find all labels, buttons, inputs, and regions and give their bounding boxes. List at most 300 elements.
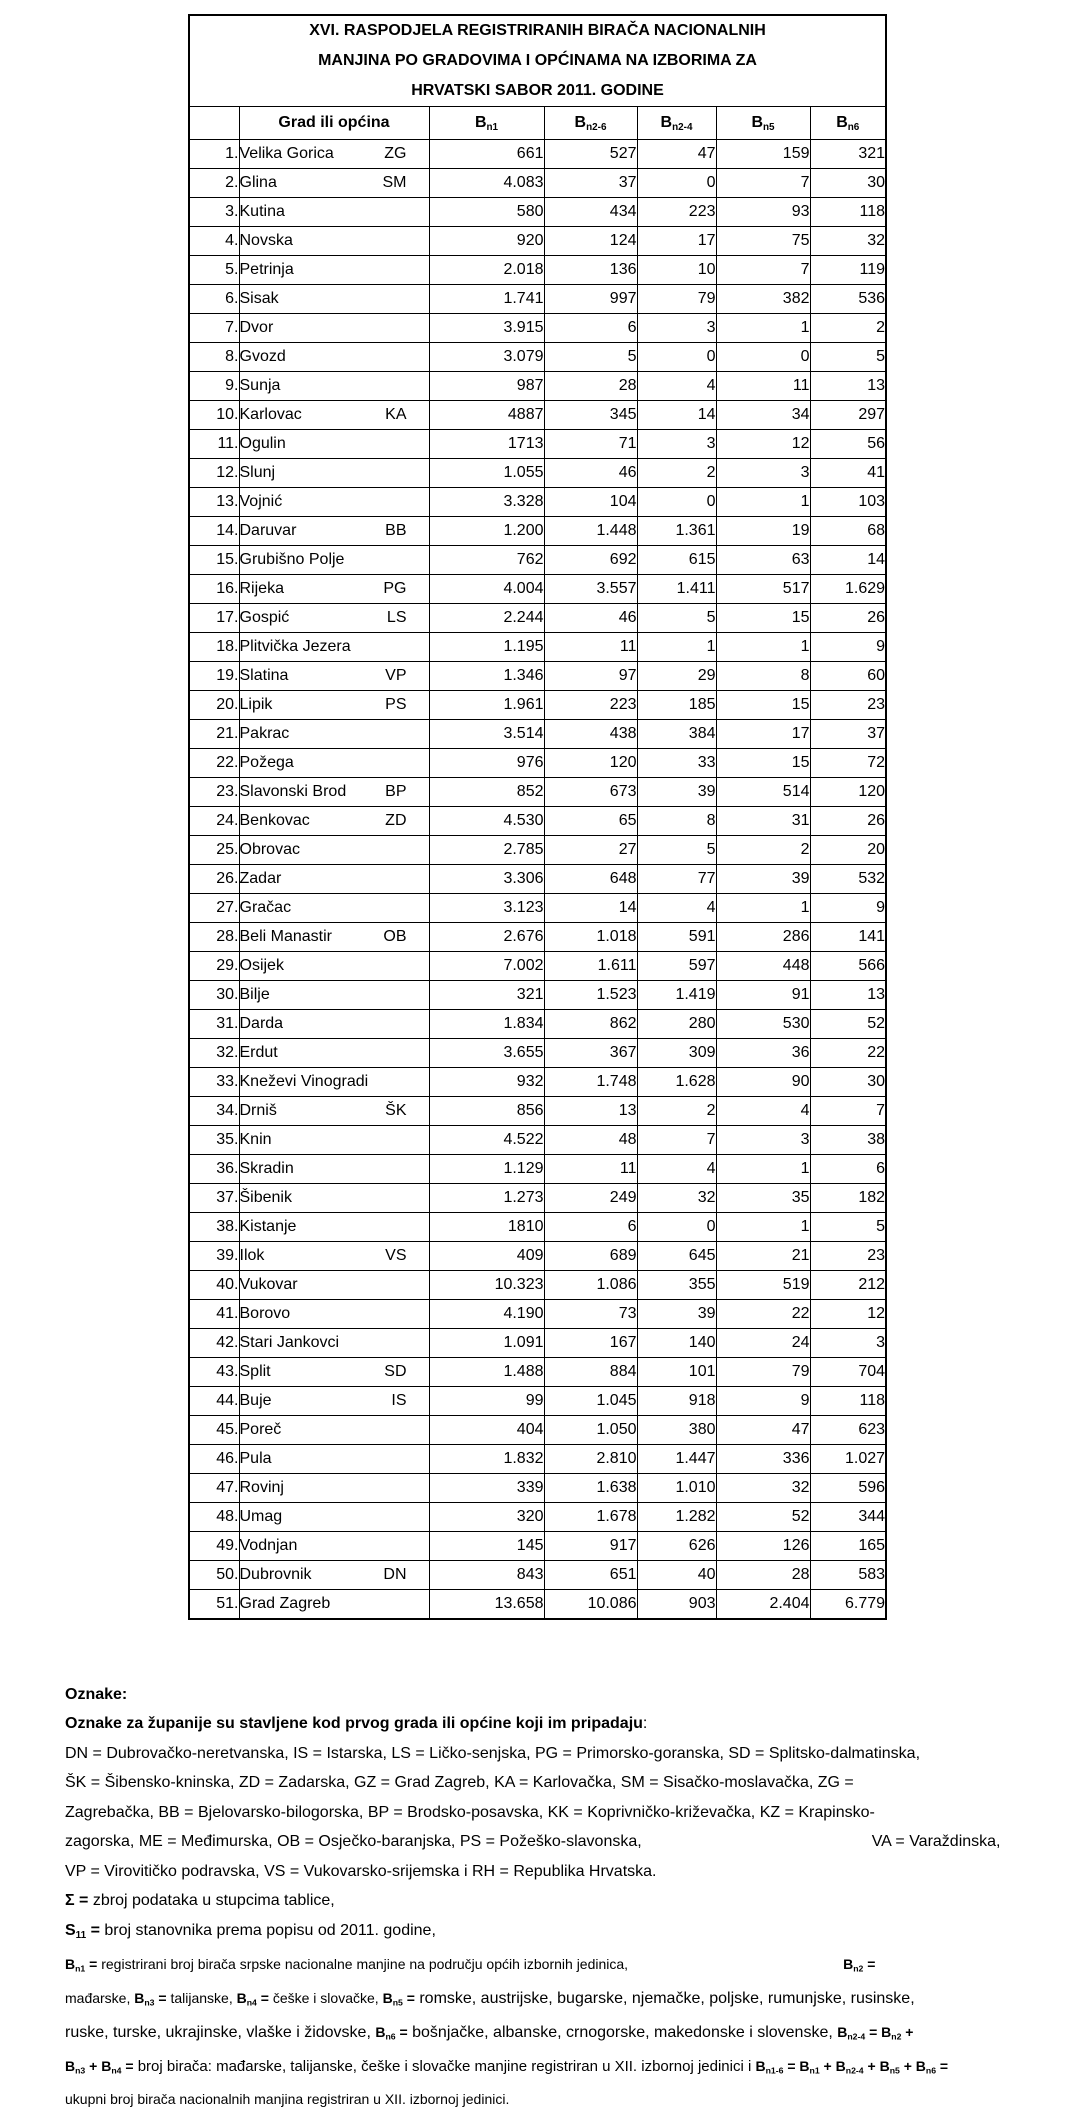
value-cell: 37: [544, 169, 637, 198]
city-cell: [239, 1300, 429, 1329]
value-cell: 60: [810, 662, 886, 691]
value-cell: 580: [429, 198, 544, 227]
value-cell: 1810: [429, 1213, 544, 1242]
row-number-cell: 45.: [189, 1416, 239, 1445]
value-cell: 1.050: [544, 1416, 637, 1445]
city-cell: [239, 430, 429, 459]
county-code: SD: [384, 1363, 407, 1380]
city-name: Kutina: [239, 203, 285, 220]
value-cell: 903: [637, 1590, 716, 1619]
value-cell: 3.557: [544, 575, 637, 604]
text-segment: 11: [75, 1929, 87, 1941]
text-segment: =: [154, 1989, 167, 2006]
footnote-line: [65, 2085, 1030, 2115]
row-number-cell: 22.: [189, 749, 239, 778]
value-cell: 103: [810, 488, 886, 517]
value-cell: 918: [637, 1387, 716, 1416]
row-number-cell: 6.: [189, 285, 239, 314]
text-segment: n4: [111, 2064, 122, 2075]
value-cell: 704: [810, 1358, 886, 1387]
value-cell: 1.129: [429, 1155, 544, 1184]
value-cell: 2.676: [429, 923, 544, 952]
value-cell: 136: [544, 256, 637, 285]
text-segment: Zagrebačka, BB = Bjelovarsko-bilogorska, BP = Brodsko-posavska, KK = Koprivničko-križevačka, KZ = Krapinsko-: [65, 1803, 875, 1821]
city-name: Plitvička Jezera: [239, 638, 351, 655]
value-cell: 63: [716, 546, 810, 575]
value-cell: 20: [810, 836, 886, 865]
city-name: Slavonski Brod: [239, 783, 347, 800]
value-cell: 101: [637, 1358, 716, 1387]
row-number-cell: 11.: [189, 430, 239, 459]
county-code: ŠK: [385, 1102, 407, 1119]
value-cell: 1.419: [637, 981, 716, 1010]
row-number-cell: 40.: [189, 1271, 239, 1300]
table-row: [189, 807, 886, 836]
value-cell: 4887: [429, 401, 544, 430]
value-cell: 1: [716, 1155, 810, 1184]
value-cell: 30: [810, 1068, 886, 1097]
value-cell: 1.832: [429, 1445, 544, 1474]
table-row: [189, 198, 886, 227]
city-cell: [239, 314, 429, 343]
value-cell: 1.488: [429, 1358, 544, 1387]
text-segment: talijanske,: [166, 1989, 237, 2006]
value-cell: 15: [716, 604, 810, 633]
value-cell: 30: [810, 169, 886, 198]
footnote-line: [65, 1950, 1030, 1984]
value-cell: 124: [544, 227, 637, 256]
city-name: Dvor: [239, 319, 274, 336]
footnote-line: [65, 1984, 1030, 2018]
county-code: ZG: [384, 145, 407, 162]
footnote-line: [65, 1886, 1030, 1916]
row-number-cell: 43.: [189, 1358, 239, 1387]
value-cell: 28: [544, 372, 637, 401]
value-cell: 38: [810, 1126, 886, 1155]
value-cell: 7: [716, 256, 810, 285]
text-segment: =: [86, 1921, 100, 1939]
value-cell: 15: [716, 691, 810, 720]
value-cell: 0: [637, 488, 716, 517]
value-cell: 7.002: [429, 952, 544, 981]
value-cell: 65: [544, 807, 637, 836]
value-cell: 623: [810, 1416, 886, 1445]
county-code: SM: [382, 174, 407, 191]
value-cell: 1713: [429, 430, 544, 459]
text-segment: S: [65, 1921, 76, 1939]
value-cell: 596: [810, 1474, 886, 1503]
city-name: Slatina: [239, 667, 289, 684]
table-row: [189, 1387, 886, 1416]
value-cell: 661: [429, 140, 544, 169]
text-segment: =: [936, 2057, 949, 2074]
city-cell: [239, 488, 429, 517]
city-cell: [239, 1532, 429, 1561]
value-cell: 5: [544, 343, 637, 372]
city-cell: [239, 1271, 429, 1300]
city-name: Split: [239, 1363, 271, 1380]
table-row: [189, 865, 886, 894]
row-number-cell: 47.: [189, 1474, 239, 1503]
text-segment: B: [836, 113, 848, 131]
value-cell: 530: [716, 1010, 810, 1039]
value-cell: 212: [810, 1271, 886, 1300]
value-cell: 320: [429, 1503, 544, 1532]
county-code: DN: [383, 1566, 407, 1583]
value-cell: 8: [637, 807, 716, 836]
value-cell: 651: [544, 1561, 637, 1590]
table-row: [189, 1358, 886, 1387]
table-title-line1: XVI. RASPODJELA REGISTRIRANIH BIRAČA NACIONALNIH: [309, 22, 766, 39]
value-cell: 4: [637, 894, 716, 923]
table-row: [189, 1474, 886, 1503]
value-cell: 345: [544, 401, 637, 430]
text-segment: +: [85, 2057, 102, 2074]
row-number-cell: 33.: [189, 1068, 239, 1097]
value-cell: 97: [544, 662, 637, 691]
text-segment: n2-4: [845, 2064, 864, 2075]
value-cell: 71: [544, 430, 637, 459]
value-cell: 17: [716, 720, 810, 749]
value-cell: 41: [810, 459, 886, 488]
table-row: [189, 1416, 886, 1445]
text-segment: n2-4: [672, 121, 693, 133]
table-row: [189, 314, 886, 343]
row-number-cell: 8.: [189, 343, 239, 372]
value-cell: 13: [810, 372, 886, 401]
table-row: [189, 662, 886, 691]
value-cell: 1: [716, 314, 810, 343]
city-name: Glina: [239, 174, 277, 191]
value-cell: 1: [716, 488, 810, 517]
value-cell: 36: [716, 1039, 810, 1068]
footnote-line: [65, 1916, 1030, 1950]
footnote-line: [65, 1739, 1030, 1769]
text-segment: B: [134, 1989, 145, 2006]
text-segment: B: [751, 113, 763, 131]
value-cell: 120: [810, 778, 886, 807]
table-row: [189, 1010, 886, 1039]
value-cell: 12: [716, 430, 810, 459]
value-cell: 145: [429, 1532, 544, 1561]
city-name: Pakrac: [239, 725, 290, 742]
city-cell: [239, 459, 429, 488]
value-cell: 409: [429, 1242, 544, 1271]
value-cell: 6: [810, 1155, 886, 1184]
city-cell: [239, 401, 429, 430]
city-name: Rovinj: [239, 1479, 284, 1496]
city-cell: [239, 1242, 429, 1271]
city-cell: [239, 140, 429, 169]
table-row: [189, 720, 886, 749]
city-name: Karlovac: [239, 406, 302, 423]
value-cell: 1.027: [810, 1445, 886, 1474]
text-segment: n2: [853, 1963, 864, 1974]
title-row: [189, 15, 886, 107]
footnote-line: [65, 1857, 1030, 1887]
value-cell: 1.195: [429, 633, 544, 662]
value-cell: 884: [544, 1358, 637, 1387]
county-code: BB: [385, 522, 407, 539]
value-cell: 32: [716, 1474, 810, 1503]
value-cell: 2.018: [429, 256, 544, 285]
value-cell: 309: [637, 1039, 716, 1068]
text-segment: n1-6: [765, 2064, 784, 2075]
value-cell: 382: [716, 285, 810, 314]
value-cell: 11: [544, 633, 637, 662]
value-cell: 15: [716, 749, 810, 778]
value-cell: 4.522: [429, 1126, 544, 1155]
row-number-cell: 9.: [189, 372, 239, 401]
city-name: Kistanje: [239, 1218, 297, 1235]
city-cell: [239, 546, 429, 575]
value-cell: 159: [716, 140, 810, 169]
value-cell: 615: [637, 546, 716, 575]
value-cell: 692: [544, 546, 637, 575]
city-cell: [239, 720, 429, 749]
table-row: [189, 227, 886, 256]
value-cell: 75: [716, 227, 810, 256]
city-cell: [239, 1387, 429, 1416]
table-row: [189, 1184, 886, 1213]
value-cell: 56: [810, 430, 886, 459]
city-name: Gvozd: [239, 348, 286, 365]
city-cell: [239, 1010, 429, 1039]
table-row: [189, 836, 886, 865]
value-cell: 118: [810, 1387, 886, 1416]
header-cell-index: [189, 107, 239, 140]
text-segment: n3: [144, 1997, 155, 2008]
city-name: Požega: [239, 754, 294, 771]
header-cell-bn1: [429, 107, 544, 140]
city-name: Umag: [239, 1508, 283, 1525]
text-segment: =: [256, 1989, 269, 2006]
city-cell: [239, 923, 429, 952]
text-segment: n2-4: [847, 2031, 866, 2042]
value-cell: 90: [716, 1068, 810, 1097]
text-segment: n6: [847, 121, 860, 133]
text-segment: B: [375, 2023, 386, 2040]
value-cell: 3: [716, 459, 810, 488]
value-cell: 26: [810, 604, 886, 633]
value-cell: 856: [429, 1097, 544, 1126]
table-title-line3: HRVATSKI SABOR 2011. GODINE: [411, 82, 664, 99]
city-cell: [239, 662, 429, 691]
city-cell: [239, 1184, 429, 1213]
row-number-cell: 18.: [189, 633, 239, 662]
row-number-cell: 27.: [189, 894, 239, 923]
city-name: Petrinja: [239, 261, 294, 278]
value-cell: 10.323: [429, 1271, 544, 1300]
city-name: Vojnić: [239, 493, 283, 510]
value-cell: 32: [810, 227, 886, 256]
value-cell: 862: [544, 1010, 637, 1039]
county-code: VP: [385, 667, 407, 684]
table-title-line2: MANJINA PO GRADOVIMA I OPĆINAMA NA IZBORIMA ZA: [318, 52, 757, 69]
city-cell: [239, 575, 429, 604]
row-number-cell: 42.: [189, 1329, 239, 1358]
city-name: Grubišno Polje: [239, 551, 345, 568]
value-cell: 1.628: [637, 1068, 716, 1097]
row-number-cell: 7.: [189, 314, 239, 343]
value-cell: 5: [810, 343, 886, 372]
text-segment: češke i slovačke,: [268, 1989, 383, 2006]
city-name: Stari Jankovci: [239, 1334, 340, 1351]
value-cell: 3: [637, 430, 716, 459]
value-cell: 28: [716, 1561, 810, 1590]
value-cell: 3.079: [429, 343, 544, 372]
row-number-cell: 31.: [189, 1010, 239, 1039]
row-number-cell: 14.: [189, 517, 239, 546]
city-cell: [239, 1155, 429, 1184]
value-cell: 19: [716, 517, 810, 546]
row-number-cell: 49.: [189, 1532, 239, 1561]
value-cell: 99: [429, 1387, 544, 1416]
value-cell: 35: [716, 1184, 810, 1213]
value-cell: 1.611: [544, 952, 637, 981]
value-cell: 297: [810, 401, 886, 430]
value-cell: 72: [810, 749, 886, 778]
city-cell: [239, 1474, 429, 1503]
value-cell: 48: [544, 1126, 637, 1155]
header-cell-bn2-4: [637, 107, 716, 140]
text-segment: =: [402, 1989, 415, 2006]
text-segment: n3: [75, 2064, 86, 2075]
value-cell: 3.306: [429, 865, 544, 894]
value-cell: 182: [810, 1184, 886, 1213]
value-cell: 9: [716, 1387, 810, 1416]
city-cell: [239, 1358, 429, 1387]
text-segment: B: [843, 1955, 854, 1972]
value-cell: 5: [810, 1213, 886, 1242]
city-name: Zadar: [239, 870, 282, 887]
table-row: [189, 778, 886, 807]
city-name: Borovo: [239, 1305, 291, 1322]
value-cell: 27: [544, 836, 637, 865]
value-cell: 4.004: [429, 575, 544, 604]
text-segment: bošnjačke, albanske, crnogorske, makedonske i slovenske,: [407, 2023, 838, 2041]
text-segment: n6: [385, 2031, 396, 2042]
row-number-cell: 12.: [189, 459, 239, 488]
value-cell: 185: [637, 691, 716, 720]
value-cell: 1.638: [544, 1474, 637, 1503]
value-cell: 2.244: [429, 604, 544, 633]
county-code: VS: [385, 1247, 407, 1264]
value-cell: 5: [637, 604, 716, 633]
text-segment: B: [474, 113, 487, 131]
value-cell: 23: [810, 1242, 886, 1271]
row-number-cell: 21.: [189, 720, 239, 749]
text-segment: n2: [891, 2031, 902, 2042]
city-name: Sunja: [239, 377, 281, 394]
city-name: Obrovac: [239, 841, 300, 858]
footnote-line: [65, 2018, 1030, 2052]
table-row: [189, 981, 886, 1010]
city-name: Benkovac: [239, 812, 310, 829]
text-segment: B: [837, 2023, 848, 2040]
value-cell: 165: [810, 1532, 886, 1561]
table-row: [189, 401, 886, 430]
text-segment: B: [65, 2057, 76, 2074]
table-row: [189, 1329, 886, 1358]
value-cell: 141: [810, 923, 886, 952]
value-cell: 3.915: [429, 314, 544, 343]
value-cell: 0: [637, 169, 716, 198]
text-segment: B: [236, 1989, 247, 2006]
city-cell: [239, 952, 429, 981]
row-number-cell: 48.: [189, 1503, 239, 1532]
value-cell: 1.748: [544, 1068, 637, 1097]
text-segment: B: [65, 1955, 76, 1972]
text-segment: VP = Virovitičko podravska, VS = Vukovarsko-srijemska i RH = Republika Hrvatska.: [65, 1862, 657, 1880]
city-name: Buje: [239, 1392, 272, 1409]
city-name: Ilok: [239, 1247, 265, 1264]
value-cell: 7: [716, 169, 810, 198]
city-cell: [239, 749, 429, 778]
value-cell: 1: [637, 633, 716, 662]
value-cell: 11: [544, 1155, 637, 1184]
text-segment: B: [382, 1989, 393, 2006]
value-cell: 47: [716, 1416, 810, 1445]
text-segment: B: [660, 113, 673, 131]
value-cell: 6: [544, 1213, 637, 1242]
city-name: Sisak: [239, 290, 279, 307]
value-cell: 32: [637, 1184, 716, 1213]
county-code: BP: [385, 783, 407, 800]
text-segment: B: [835, 2057, 846, 2074]
text-segment: B: [755, 2057, 766, 2074]
table-row: [189, 256, 886, 285]
value-cell: 46: [544, 604, 637, 633]
city-cell: [239, 227, 429, 256]
text-segment: Σ =: [65, 1892, 89, 1909]
value-cell: 344: [810, 1503, 886, 1532]
value-cell: 384: [637, 720, 716, 749]
value-cell: 68: [810, 517, 886, 546]
value-cell: 1: [716, 633, 810, 662]
value-cell: 37: [810, 720, 886, 749]
footnote-line: [65, 1680, 1030, 1710]
value-cell: 2: [810, 314, 886, 343]
footnote-line: [65, 1798, 1030, 1828]
county-code: ZD: [385, 812, 407, 829]
value-cell: 1.055: [429, 459, 544, 488]
text-segment: =: [121, 2057, 134, 2074]
value-cell: 4: [716, 1097, 810, 1126]
value-cell: 13.658: [429, 1590, 544, 1619]
value-cell: 79: [637, 285, 716, 314]
value-cell: 1: [716, 894, 810, 923]
value-cell: 0: [637, 343, 716, 372]
text-segment: B: [574, 113, 587, 131]
county-code: OB: [383, 928, 407, 945]
value-cell: 249: [544, 1184, 637, 1213]
text-segment: n1: [486, 121, 499, 133]
footnotes: [65, 1680, 1030, 2115]
table-title: [189, 15, 886, 107]
value-cell: 1.741: [429, 285, 544, 314]
row-number-cell: 13.: [189, 488, 239, 517]
city-name: Šibenik: [239, 1189, 292, 1206]
value-cell: 673: [544, 778, 637, 807]
table-row: [189, 952, 886, 981]
table-row: [189, 1155, 886, 1184]
text-segment: B: [799, 2057, 810, 2074]
row-number-cell: 23.: [189, 778, 239, 807]
table-row: [189, 1561, 886, 1590]
value-cell: 0: [716, 343, 810, 372]
table-row: [189, 575, 886, 604]
